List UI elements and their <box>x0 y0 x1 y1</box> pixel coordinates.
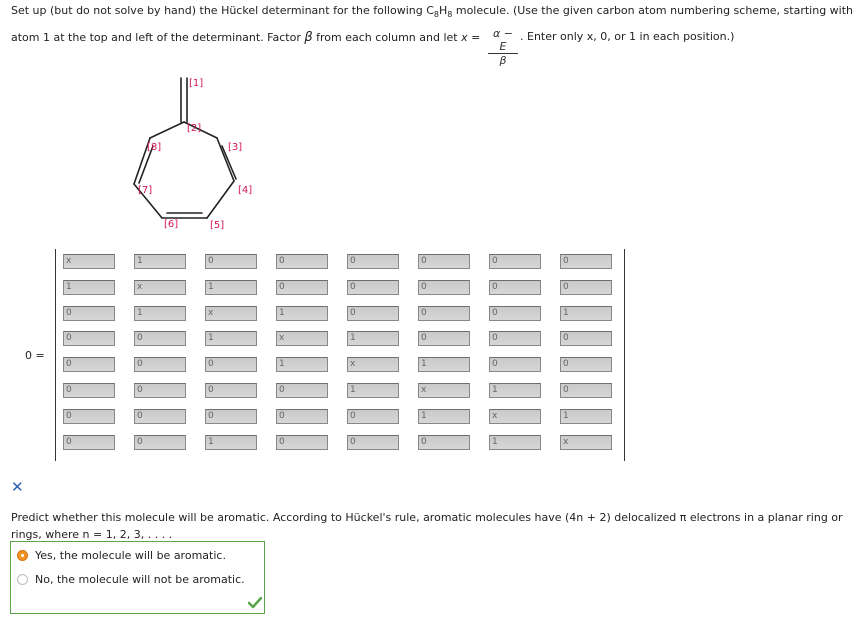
option-not-aromatic[interactable] <box>17 573 245 586</box>
det-cell-r6-c8[interactable]: 0 <box>560 383 612 398</box>
question-text-end: . Enter only x, 0, or 1 in each position.) <box>520 30 735 43</box>
question-text: atom 1 at the top and left of the determinant. Factor <box>11 31 305 44</box>
det-cell-r8-c2[interactable]: 0 <box>134 435 186 450</box>
det-cell-r4-c7[interactable]: 0 <box>489 331 541 346</box>
det-cell-r8-c1[interactable]: 0 <box>63 435 115 450</box>
det-cell-r7-c1[interactable]: 0 <box>63 409 115 424</box>
det-cell-r1-c8[interactable]: 0 <box>560 254 612 269</box>
det-cell-r8-c5[interactable]: 0 <box>347 435 399 450</box>
bond-4-5 <box>207 181 234 218</box>
det-cell-r1-c2[interactable]: 1 <box>134 254 186 269</box>
det-cell-r5-c8[interactable]: 0 <box>560 357 612 372</box>
atom-label-2: [2] <box>187 123 202 134</box>
atom-label-8: [8] <box>147 142 162 153</box>
det-cell-r4-c6[interactable]: 0 <box>418 331 470 346</box>
carbon-subscript: 8 <box>433 10 439 19</box>
det-cell-r2-c7[interactable]: 0 <box>489 280 541 295</box>
det-cell-r6-c7[interactable]: 1 <box>489 383 541 398</box>
atom-label-5: [5] <box>210 220 225 231</box>
det-cell-r4-c8[interactable]: 0 <box>560 331 612 346</box>
det-cell-r6-c2[interactable]: 0 <box>134 383 186 398</box>
option-yes-aromatic[interactable] <box>17 549 226 562</box>
det-cell-r2-c4[interactable]: 0 <box>276 280 328 295</box>
det-cell-r1-c3[interactable]: 0 <box>205 254 257 269</box>
det-cell-r3-c5[interactable]: 0 <box>347 306 399 321</box>
det-cell-r5-c4[interactable]: 1 <box>276 357 328 372</box>
det-cell-r2-c3[interactable]: 1 <box>205 280 257 295</box>
question-text: from each column and let <box>312 31 462 44</box>
det-cell-r8-c7[interactable]: 1 <box>489 435 541 450</box>
x-equals: x = <box>461 31 481 44</box>
det-cell-r1-c7[interactable]: 0 <box>489 254 541 269</box>
atom-label-3: [3] <box>228 142 243 153</box>
det-cell-r6-c4[interactable]: 0 <box>276 383 328 398</box>
det-cell-r3-c7[interactable]: 0 <box>489 306 541 321</box>
det-cell-r5-c6[interactable]: 1 <box>418 357 470 372</box>
det-cell-r1-c4[interactable]: 0 <box>276 254 328 269</box>
hydrogen-symbol: H <box>438 4 448 17</box>
det-cell-r3-c1[interactable]: 0 <box>63 306 115 321</box>
det-cell-r2-c2[interactable]: x <box>134 280 186 295</box>
det-cell-r2-c8[interactable]: 0 <box>560 280 612 295</box>
atom-label-7: [7] <box>138 185 153 196</box>
molecule-structure <box>0 0 867 240</box>
det-cell-r5-c2[interactable]: 0 <box>134 357 186 372</box>
det-cell-r7-c5[interactable]: 0 <box>347 409 399 424</box>
det-cell-r6-c6[interactable]: x <box>418 383 470 398</box>
atom-label-1: [1] <box>189 78 204 89</box>
det-cell-r7-c7[interactable]: x <box>489 409 541 424</box>
fraction-denominator: β <box>499 54 507 67</box>
determinant-left-bar <box>55 249 56 461</box>
det-cell-r5-c3[interactable]: 0 <box>205 357 257 372</box>
det-cell-r5-c7[interactable]: 0 <box>489 357 541 372</box>
det-cell-r2-c5[interactable]: 0 <box>347 280 399 295</box>
det-cell-r3-c8[interactable]: 1 <box>560 306 612 321</box>
det-cell-r4-c4[interactable]: x <box>276 331 328 346</box>
det-cell-r3-c6[interactable]: 0 <box>418 306 470 321</box>
zero-equals-label: 0 = <box>25 349 45 362</box>
det-cell-r7-c6[interactable]: 1 <box>418 409 470 424</box>
hydrogen-subscript: 8 <box>447 10 453 19</box>
radio-selected-icon[interactable] <box>17 550 28 561</box>
atom-label-6: [6] <box>164 219 179 230</box>
det-cell-r7-c8[interactable]: 1 <box>560 409 612 424</box>
det-cell-r2-c6[interactable]: 0 <box>418 280 470 295</box>
det-cell-r4-c3[interactable]: 1 <box>205 331 257 346</box>
det-cell-r6-c1[interactable]: 0 <box>63 383 115 398</box>
det-cell-r3-c3[interactable]: x <box>205 306 257 321</box>
det-cell-r4-c5[interactable]: 1 <box>347 331 399 346</box>
det-cell-r8-c4[interactable]: 0 <box>276 435 328 450</box>
question-text: Set up (but do not solve by hand) the Hückel determinant for the following C <box>11 4 434 17</box>
det-cell-r3-c4[interactable]: 1 <box>276 306 328 321</box>
det-cell-r6-c5[interactable]: 1 <box>347 383 399 398</box>
det-cell-r5-c5[interactable]: x <box>347 357 399 372</box>
det-cell-r7-c2[interactable]: 0 <box>134 409 186 424</box>
det-cell-r3-c2[interactable]: 1 <box>134 306 186 321</box>
det-cell-r8-c6[interactable]: 0 <box>418 435 470 450</box>
det-cell-r6-c3[interactable]: 0 <box>205 383 257 398</box>
option-label: No, the molecule will not be aromatic. <box>35 573 245 586</box>
det-cell-r4-c2[interactable]: 0 <box>134 331 186 346</box>
incorrect-icon: ✕ <box>11 478 24 496</box>
radio-unselected-icon[interactable] <box>17 574 28 585</box>
question-text: molecule. (Use the given carbon atom numbering scheme, starting with <box>452 4 854 17</box>
beta-symbol: β <box>304 30 313 45</box>
det-cell-r4-c1[interactable]: 0 <box>63 331 115 346</box>
det-cell-r2-c1[interactable]: 1 <box>63 280 115 295</box>
determinant-right-bar <box>624 249 625 461</box>
aromatic-question: Predict whether this molecule will be aromatic. According to Hückel's rule, aromatic molecules have (4n + 2) delocalized π electrons in a planar ring or rings, where n = 1, 2, 3, . . . . <box>11 511 843 541</box>
det-cell-r1-c6[interactable]: 0 <box>418 254 470 269</box>
atom-label-4: [4] <box>238 185 253 196</box>
det-cell-r5-c1[interactable]: 0 <box>63 357 115 372</box>
answer-options <box>10 541 265 614</box>
det-cell-r1-c1[interactable]: x <box>63 254 115 269</box>
correct-check-icon <box>248 597 262 609</box>
bond-8-2 <box>150 122 184 138</box>
fraction-numerator: α − E <box>488 27 518 54</box>
det-cell-r7-c4[interactable]: 0 <box>276 409 328 424</box>
det-cell-r8-c8[interactable]: x <box>560 435 612 450</box>
det-cell-r1-c5[interactable]: 0 <box>347 254 399 269</box>
det-cell-r7-c3[interactable]: 0 <box>205 409 257 424</box>
option-label: Yes, the molecule will be aromatic. <box>35 549 226 562</box>
det-cell-r8-c3[interactable]: 1 <box>205 435 257 450</box>
